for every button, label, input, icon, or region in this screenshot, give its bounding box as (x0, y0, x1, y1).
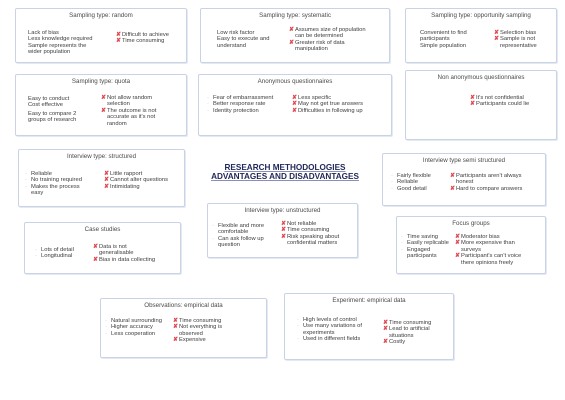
cross-icon: ✘ (101, 95, 107, 101)
cross-icon: ✘ (383, 339, 389, 346)
cross-icon: ✘ (383, 320, 389, 326)
con-item: ✘ Hard to compare answers (450, 185, 523, 192)
cross-icon: ✘ (292, 107, 298, 114)
con-item: representative (500, 42, 537, 49)
cons-list (116, 32, 169, 45)
pros-list (22, 96, 76, 124)
con-item: ✘ Time consuming (281, 227, 330, 234)
cross-icon: ✘ (173, 337, 179, 344)
con-item: ✘ Time consuming (383, 320, 432, 326)
con-item: ✘ Difficulties in following up (292, 107, 363, 114)
pro-item: question (218, 242, 240, 249)
card-anonymous-questionnaires (198, 74, 392, 136)
card-experiment (284, 293, 454, 360)
con-item: there opinions freely (461, 259, 514, 266)
pro-item: · Easily replicable (401, 240, 449, 247)
pros-list (414, 30, 467, 49)
cross-icon: ✘ (494, 30, 500, 36)
con-item: ✘ Data is not (93, 244, 127, 250)
main-title (205, 163, 365, 182)
cross-icon: ✘ (93, 244, 99, 250)
con-item: ✘ Bias in data collecting (93, 256, 156, 263)
card-sampling-quota (15, 74, 187, 136)
card-title: Sampling type: quota (71, 78, 131, 85)
cross-icon: ✘ (116, 32, 122, 38)
con-item: ✘ Assumes size of population (289, 27, 366, 33)
pro-item: · Identity protection (207, 107, 259, 114)
cross-icon: ✘ (494, 36, 500, 43)
pros-list (105, 318, 162, 337)
cross-icon: ✘ (101, 107, 107, 114)
con-item: ✘ Selection bias (494, 30, 537, 36)
pro-item: Sample represents the (28, 42, 87, 49)
card-sampling-systematic (200, 8, 390, 63)
pro-item: · High levels of control (297, 317, 357, 323)
cross-icon: ✘ (104, 171, 110, 177)
pro-item: Easy to execute and (217, 36, 270, 43)
card-title: Case studies (84, 226, 121, 233)
pros-list (297, 317, 362, 343)
con-item: ✘ Not everything is (173, 324, 223, 331)
cross-icon: ✘ (104, 177, 110, 184)
pro-item: · Longitudinal (35, 253, 73, 260)
con-item: random (107, 120, 127, 127)
cross-icon: ✘ (281, 233, 287, 240)
cross-icon: ✘ (173, 324, 179, 331)
card-case-studies (24, 222, 181, 274)
pro-item: easy (31, 190, 44, 197)
cons-list (93, 244, 155, 263)
cross-icon: ✘ (455, 240, 461, 247)
con-item: ✘ Participant's can't voice (455, 253, 522, 260)
card-sampling-random (15, 8, 187, 63)
card-title: Focus groups (452, 220, 490, 227)
card-title: Sampling type: random (69, 12, 133, 19)
card-title: Interview type semi structured (422, 157, 506, 164)
card-interview-semi-structured (382, 153, 546, 206)
pro-item: understand (217, 42, 247, 49)
con-item: ✘ Little rapport (104, 171, 143, 177)
con-item: situations (389, 332, 414, 339)
con-item: ✘ The outcome is not (101, 107, 157, 114)
pro-item: comfortable (218, 229, 249, 236)
pro-item: · Makes the process (25, 183, 80, 190)
pros-list (22, 30, 92, 56)
cross-icon: ✘ (455, 253, 461, 260)
pro-item: Low risk factor (217, 30, 255, 36)
cons-list (104, 171, 168, 190)
cross-icon: ✘ (173, 318, 179, 324)
con-item: ✘ Sample is not (494, 36, 536, 43)
pro-item: Convenient to find (420, 30, 467, 36)
pros-list (35, 247, 74, 260)
card-title: Sampling type: systematic (259, 12, 331, 19)
pro-item: · Time saving (401, 234, 439, 240)
cross-icon: ✘ (292, 101, 298, 108)
cross-icon: ✘ (116, 38, 122, 45)
pro-item: wider population (28, 49, 71, 56)
pro-item: · Reliable (25, 171, 52, 177)
card-title: Interview type: structured (66, 153, 137, 160)
cross-icon: ✘ (281, 227, 287, 234)
card-focus-groups (396, 216, 546, 274)
con-item: accurate as it's not (107, 114, 156, 121)
cross-icon: ✘ (450, 185, 456, 192)
card-title: Experiment: empirical data (332, 297, 406, 304)
con-item: can be determined (295, 33, 344, 40)
con-item: ✘ Lead to artificial (383, 326, 430, 333)
main-title-line2: ADVANTAGES AND DISADVANTAGES (211, 172, 359, 182)
pros-list (391, 173, 431, 192)
cons-list (289, 27, 366, 53)
pro-item: · Fairly flexible (391, 173, 431, 179)
pro-item: Easy to compare 2 (28, 110, 77, 117)
cross-icon: ✘ (470, 95, 476, 101)
cross-icon: ✘ (289, 27, 295, 33)
pro-item: · No training required (25, 177, 82, 184)
cons-list (101, 95, 156, 127)
cross-icon: ✘ (470, 101, 476, 108)
con-item: ✘ More expensive than (455, 240, 515, 247)
con-item: surveys (461, 246, 481, 253)
pro-item: · Good detail (391, 185, 427, 192)
con-item: ✘ Moderator bias (455, 234, 500, 240)
pros-list (25, 171, 82, 197)
pros-list (401, 234, 449, 260)
card-title: Anonymous questionnaires (257, 78, 333, 85)
pro-item: participants (407, 253, 437, 260)
card-non-anonymous-questionnaires (405, 70, 557, 140)
pro-item: · Use many variations of (297, 323, 362, 330)
con-item: ✘ Participants could lie (470, 101, 530, 108)
pro-item: · Lots of detail (35, 247, 74, 253)
pro-item: · Fear of embarrassment (207, 95, 274, 101)
pro-item: participants (420, 36, 450, 43)
pro-item: · Better response rate (207, 101, 266, 108)
con-item: selection (107, 101, 130, 108)
pros-list (212, 223, 264, 249)
con-item: ✘ May not get true answers (292, 101, 364, 108)
pro-item: · Used in different fields (297, 336, 361, 343)
main-title-line1: RESEARCH METHODOLOGIES (224, 163, 346, 172)
pros-list (207, 95, 273, 114)
con-item: ✘ Less specific (292, 95, 332, 101)
cons-list (494, 30, 537, 49)
pros-list (211, 30, 270, 49)
pro-item: groups of research (28, 117, 77, 124)
pro-item: Cost effective (28, 102, 64, 109)
pro-item: Simple population (420, 42, 467, 49)
cons-list (281, 221, 339, 247)
cons-list (173, 318, 222, 344)
cross-icon: ✘ (281, 221, 287, 227)
pro-item: experiments (303, 329, 335, 336)
con-item: honest (456, 179, 474, 186)
con-item: ✘ Expensive (173, 337, 206, 344)
con-item: ✘ Not allow random (101, 95, 153, 101)
cross-icon: ✘ (455, 234, 461, 240)
pro-item: Easy to conduct (28, 96, 70, 102)
con-item: generalisable (99, 250, 134, 257)
con-item: confidential matters (287, 240, 338, 247)
pro-item: Less knowledge required (28, 36, 93, 43)
pro-item: · Natural surrounding (105, 318, 162, 324)
con-item: ✘ Time consuming (116, 38, 165, 45)
pro-item: · Reliable (391, 179, 418, 186)
cons-list (470, 95, 529, 108)
card-title: Non anonymous questionnaires (437, 74, 525, 81)
cross-icon: ✘ (450, 173, 456, 179)
cross-icon: ✘ (289, 39, 295, 46)
con-item: ✘ Not reliable (281, 221, 317, 227)
cross-icon: ✘ (93, 256, 99, 263)
con-item: ✘ Intimidating (104, 183, 140, 190)
cons-list (455, 234, 521, 266)
con-item: ✘ Costly (383, 339, 406, 346)
pro-item: · Flexible and more (212, 223, 265, 229)
pro-item: · Can ask follow up (212, 235, 264, 242)
con-item: ✘ Greater risk of data (289, 39, 345, 46)
card-interview-structured (18, 149, 185, 207)
con-item: ✘ It's not confidential (470, 95, 524, 101)
con-item: manipulation (295, 46, 328, 53)
pro-item: · Higher accuracy (105, 324, 153, 331)
pro-item: · Engaged (401, 246, 431, 253)
con-item: ✘ Risk speaking about (281, 233, 340, 240)
cons-list (292, 95, 363, 114)
cons-list (383, 320, 431, 346)
card-observations (100, 298, 267, 358)
card-interview-unstructured (207, 203, 358, 258)
pro-item: Lack of bias (28, 30, 59, 36)
con-item: ✘ Cannot alter questions (104, 177, 169, 184)
cross-icon: ✘ (383, 326, 389, 333)
cons-list (450, 173, 522, 192)
cross-icon: ✘ (104, 183, 110, 190)
card-title: Observations: empirical data (144, 302, 223, 309)
cross-icon: ✘ (292, 95, 298, 101)
pro-item: · Less cooperation (105, 330, 156, 337)
con-item: ✘ Time consuming (173, 318, 222, 324)
con-item: ✘ Difficult to achieve (116, 32, 169, 38)
card-title: Interview type: unstructured (244, 207, 321, 214)
card-sampling-opportunity (405, 8, 557, 63)
con-item: ✘ Participants aren't always (450, 173, 522, 179)
con-item: observed (179, 330, 203, 337)
card-title: Sampling type: opportunity sampling (431, 12, 531, 19)
